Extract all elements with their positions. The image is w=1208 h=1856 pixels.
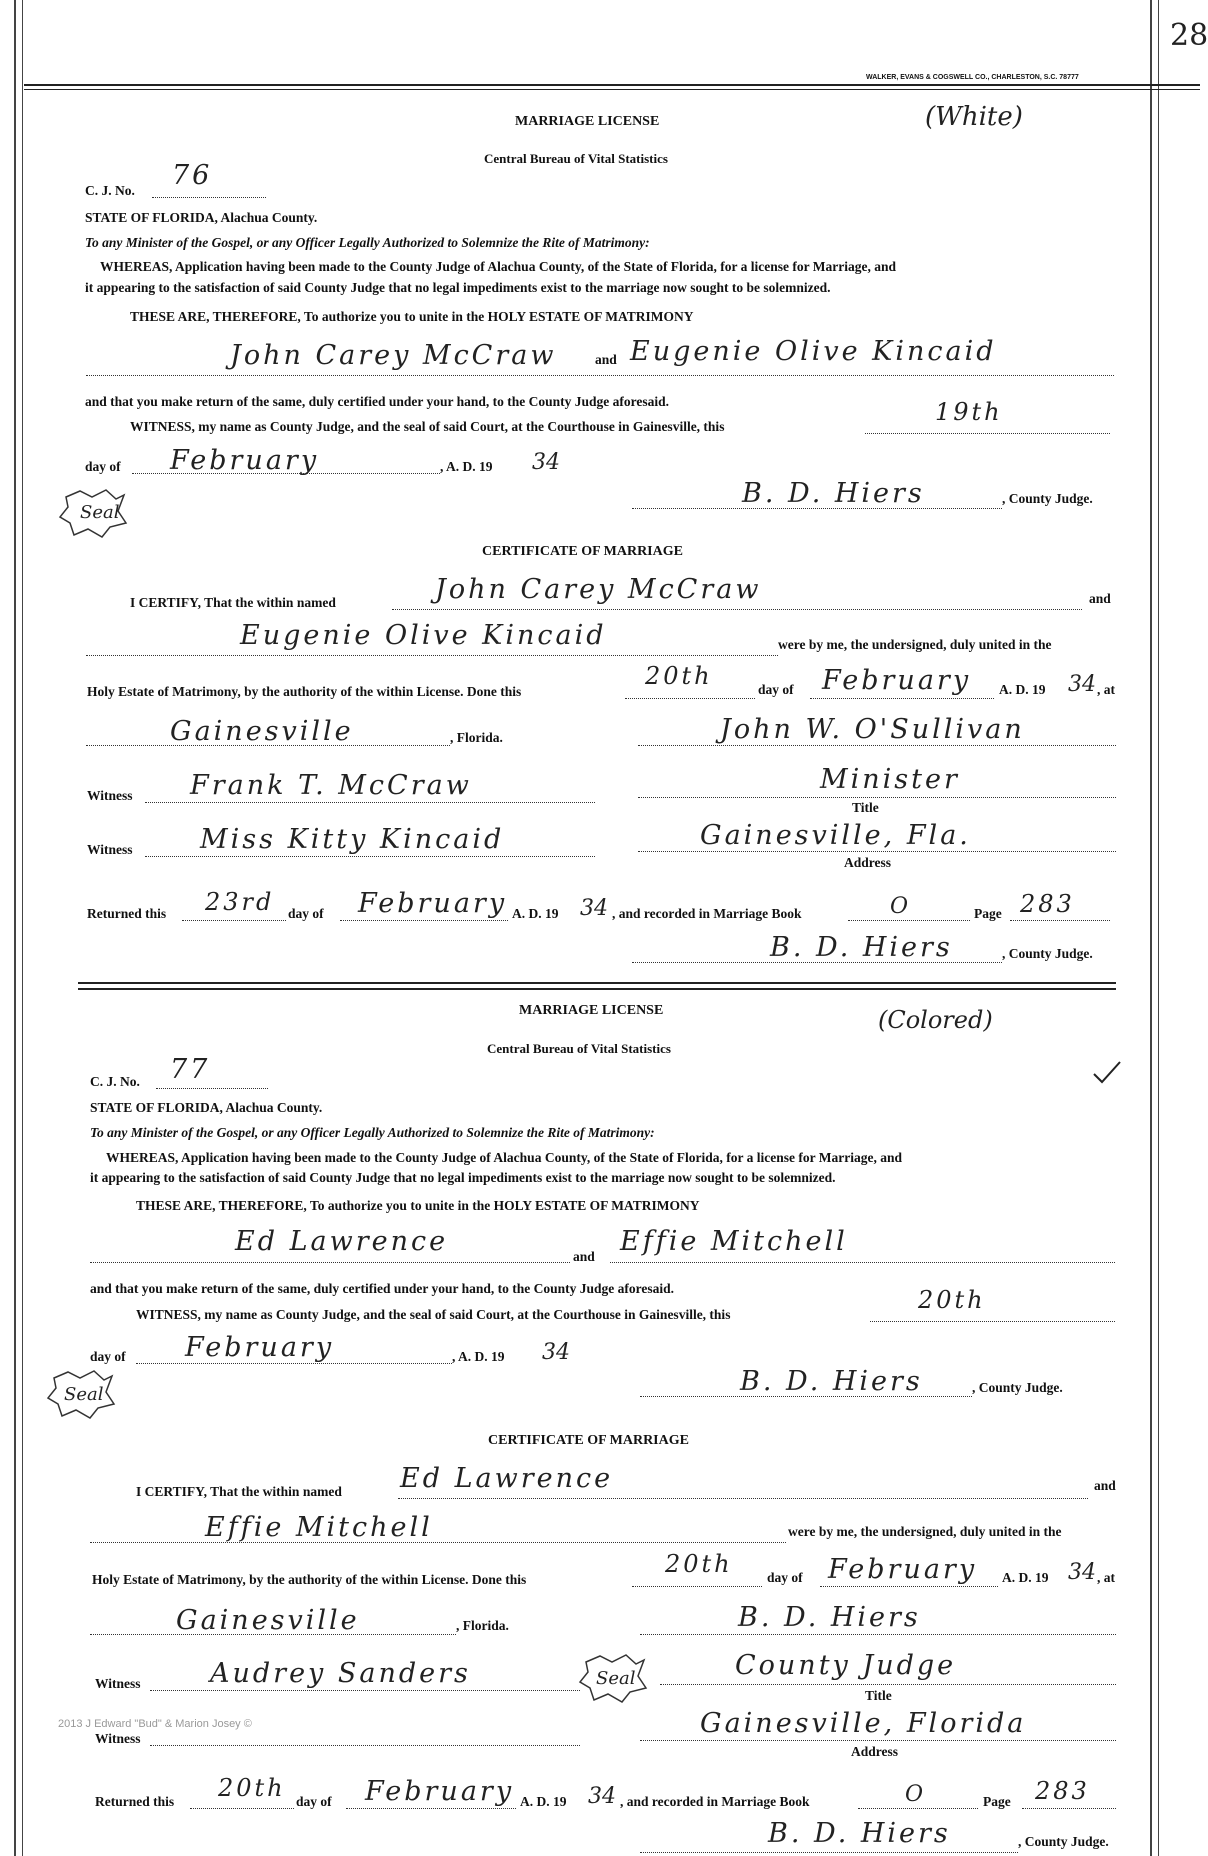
cj-label: C. J. No.: [85, 183, 135, 198]
cert-groom: John Carey McCraw: [435, 574, 762, 605]
bride-name-2: Effie Mitchell: [620, 1226, 848, 1257]
returned-day-2: 20th: [218, 1774, 286, 1802]
cj-number: 76: [172, 160, 213, 191]
cert-and: and: [1089, 591, 1111, 606]
race-note: (White): [925, 102, 1023, 132]
state-line: STATE OF FLORIDA, Alachua County.: [85, 210, 318, 225]
and-label-2: and: [573, 1249, 595, 1264]
bureau-label: Central Bureau of Vital Statistics: [484, 151, 668, 166]
address-line: To any Minister of the Gospel, or any Officer Legally Authorized to Solemnize the Rite of Matrimony:: [85, 235, 650, 250]
whereas-line-2-2: it appearing to the satisfaction of said County Judge that no legal impediments exist to the marriage now sought to be solemnized.: [90, 1170, 836, 1185]
top-rule: [24, 84, 1200, 86]
returned-day-of: day of: [288, 906, 324, 921]
cj-label-2: C. J. No.: [90, 1074, 140, 1089]
top-rule-thin: [24, 89, 1200, 90]
cert-place-2: Gainesville: [176, 1605, 360, 1636]
returned-day: 23rd: [205, 888, 275, 916]
officiant-signature-2: B. D. Hiers: [738, 1602, 921, 1633]
cert-day-of-2: day of: [767, 1570, 803, 1585]
cert-at-2: , at: [1097, 1570, 1115, 1585]
united-label: were by me, the undersigned, duly united in the: [778, 637, 1052, 652]
title-label: Title: [852, 800, 879, 815]
returned-ad-2: A. D. 19: [520, 1794, 567, 1809]
right-border-inner: [1158, 0, 1159, 1856]
printer-imprint: WALKER, EVANS & COGSWELL CO., CHARLESTON, S.C. 78777: [866, 74, 1079, 81]
returned-year: 34: [580, 896, 608, 921]
check-mark-icon: [1092, 1060, 1122, 1084]
witness-day: 19th: [935, 398, 1003, 426]
witness1-name: Frank T. McCraw: [190, 770, 472, 801]
certificate-title-2: CERTIFICATE OF MARRIAGE: [488, 1433, 689, 1448]
cert-county-judge-2: , County Judge.: [1018, 1834, 1109, 1849]
florida-label-2: , Florida.: [456, 1618, 509, 1633]
officiant-address-2: Gainesville, Florida: [700, 1708, 1027, 1739]
seal-label-3: Seal: [596, 1668, 636, 1689]
returned-ad: A. D. 19: [512, 906, 559, 921]
cert-place: Gainesville: [170, 716, 354, 747]
witness-line-2: WITNESS, my name as County Judge, and the seal of said Court, at the Courthouse in Gainesville, this: [136, 1307, 731, 1322]
address-line-2: To any Minister of the Gospel, or any Officer Legally Authorized to Solemnize the Rite of Matrimony:: [90, 1125, 655, 1140]
left-border-inner: [22, 0, 23, 1856]
officiant-address: Gainesville, Fla.: [700, 820, 971, 851]
license-title-2: MARRIAGE LICENSE: [519, 1003, 664, 1018]
officiant-title: Minister: [820, 764, 960, 795]
return-line: and that you make return of the same, duly certified under your hand, to the County Judge aforesaid.: [85, 394, 670, 409]
day-of-label-2: day of: [90, 1349, 126, 1364]
cert-year-2: 34: [1068, 1560, 1096, 1585]
certificate-title: CERTIFICATE OF MARRIAGE: [482, 544, 683, 559]
race-note-2: (Colored): [878, 1006, 993, 1034]
florida-label: , Florida.: [450, 730, 503, 745]
state-line-2: STATE OF FLORIDA, Alachua County.: [90, 1100, 323, 1115]
whereas-line-2: it appearing to the satisfaction of said County Judge that no legal impediments exist to the marriage now sought to be solemnized.: [85, 280, 831, 295]
license-year-2: 34: [542, 1340, 570, 1365]
page-label: Page: [974, 906, 1002, 921]
these-are-line-2: THESE ARE, THEREFORE, To authorize you to unite in the HOLY ESTATE OF MATRIMONY: [136, 1198, 700, 1213]
cj-number-2: 77: [170, 1054, 211, 1085]
whereas-line-1: WHEREAS, Application having been made to the County Judge of Alachua County, of the State of Florida, for a license for Marriage, and: [100, 259, 897, 274]
certify-label-2: I CERTIFY, That the within named: [136, 1484, 342, 1499]
seal-label: Seal: [80, 502, 120, 523]
page-label-2: Page: [983, 1794, 1011, 1809]
returned-day-of-2: day of: [296, 1794, 332, 1809]
cert-day-of: day of: [758, 682, 794, 697]
recorded-label-2: , and recorded in Marriage Book: [620, 1794, 810, 1809]
left-border: [14, 0, 16, 1856]
copyright-watermark: 2013 J Edward "Bud" & Marion Josey ©: [58, 1718, 252, 1730]
book-number: O: [890, 894, 909, 919]
address-label-2: Address: [851, 1744, 899, 1759]
united-label-2: were by me, the undersigned, duly united in the: [788, 1524, 1062, 1539]
cert-month: February: [822, 665, 972, 696]
returned-label: Returned this: [87, 906, 167, 921]
license-month: February: [170, 445, 320, 476]
witness-line: WITNESS, my name as County Judge, and the seal of said Court, at the Courthouse in Gainesville, this: [130, 419, 725, 434]
holy-estate-line: Holy Estate of Matrimony, by the authority of the within License. Done this: [87, 684, 522, 699]
groom-name-2: Ed Lawrence: [235, 1226, 449, 1257]
record-page-2: 283: [1035, 1777, 1090, 1805]
and-label: and: [595, 352, 617, 367]
returned-year-2: 34: [588, 1784, 616, 1809]
judge-signature: B. D. Hiers: [742, 478, 925, 509]
cert-at: , at: [1097, 682, 1115, 697]
returned-month: February: [358, 888, 508, 919]
county-judge-label: , County Judge.: [1002, 491, 1093, 506]
cert-county-judge: , County Judge.: [1002, 946, 1093, 961]
holy-estate-line-2: Holy Estate of Matrimony, by the authority of the within License. Done this: [92, 1572, 527, 1587]
cert-ad: A. D. 19: [999, 682, 1046, 697]
officiant-title-2: County Judge: [735, 1650, 957, 1681]
witness1-label-2: Witness: [95, 1676, 141, 1691]
cert-done-day: 20th: [645, 662, 713, 690]
cert-judge-signature: B. D. Hiers: [770, 932, 953, 963]
witness1-name-2: Audrey Sanders: [210, 1658, 471, 1689]
ad-label-2: , A. D. 19: [452, 1349, 505, 1364]
returned-month-2: February: [365, 1776, 515, 1807]
cert-month-2: February: [828, 1554, 978, 1585]
page-number: 28: [1170, 18, 1208, 53]
recorded-label: , and recorded in Marriage Book: [612, 906, 802, 921]
license-year: 34: [532, 450, 560, 475]
title-label-2: Title: [865, 1688, 892, 1703]
whereas-line-1-2: WHEREAS, Application having been made to the County Judge of Alachua County, of the State of Florida, for a license for Marriage, and: [106, 1150, 903, 1165]
witness2-name: Miss Kitty Kincaid: [200, 824, 505, 855]
cert-bride: Eugenie Olive Kincaid: [240, 620, 607, 651]
cert-and-2: and: [1094, 1478, 1116, 1493]
bride-name: Eugenie Olive Kincaid: [630, 336, 997, 367]
witness2-label: Witness: [87, 842, 133, 857]
right-border: [1150, 0, 1152, 1856]
ad-label: , A. D. 19: [440, 459, 493, 474]
returned-label-2: Returned this: [95, 1794, 175, 1809]
license-month-2: February: [185, 1332, 335, 1363]
county-judge-label-2: , County Judge.: [972, 1380, 1063, 1395]
record-page: 283: [1020, 890, 1075, 918]
witness-day-2: 20th: [918, 1286, 986, 1314]
bureau-label-2: Central Bureau of Vital Statistics: [487, 1041, 671, 1056]
officiant-signature: John W. O'Sullivan: [720, 714, 1025, 745]
return-line-2: and that you make return of the same, duly certified under your hand, to the County Judge aforesaid.: [90, 1281, 675, 1296]
section-divider-2: [78, 988, 1116, 990]
groom-name: John Carey McCraw: [230, 340, 557, 371]
section-divider: [78, 982, 1116, 984]
cert-groom-2: Ed Lawrence: [400, 1463, 614, 1494]
witness1-label: Witness: [87, 788, 133, 803]
book-number-2: O: [905, 1782, 924, 1807]
cert-judge-signature-2: B. D. Hiers: [768, 1818, 951, 1849]
cert-ad-2: A. D. 19: [1002, 1570, 1049, 1585]
certify-label: I CERTIFY, That the within named: [130, 595, 336, 610]
seal-label-2: Seal: [64, 1384, 104, 1405]
day-of-label: day of: [85, 459, 121, 474]
address-label: Address: [844, 855, 892, 870]
cert-bride-2: Effie Mitchell: [205, 1512, 433, 1543]
license-title: MARRIAGE LICENSE: [515, 114, 660, 129]
these-are-line: THESE ARE, THEREFORE, To authorize you to unite in the HOLY ESTATE OF MATRIMONY: [130, 309, 694, 324]
witness2-label-2: Witness: [95, 1731, 141, 1746]
cert-year: 34: [1068, 672, 1096, 697]
cert-done-day-2: 20th: [665, 1550, 733, 1578]
judge-signature-2: B. D. Hiers: [740, 1366, 923, 1397]
